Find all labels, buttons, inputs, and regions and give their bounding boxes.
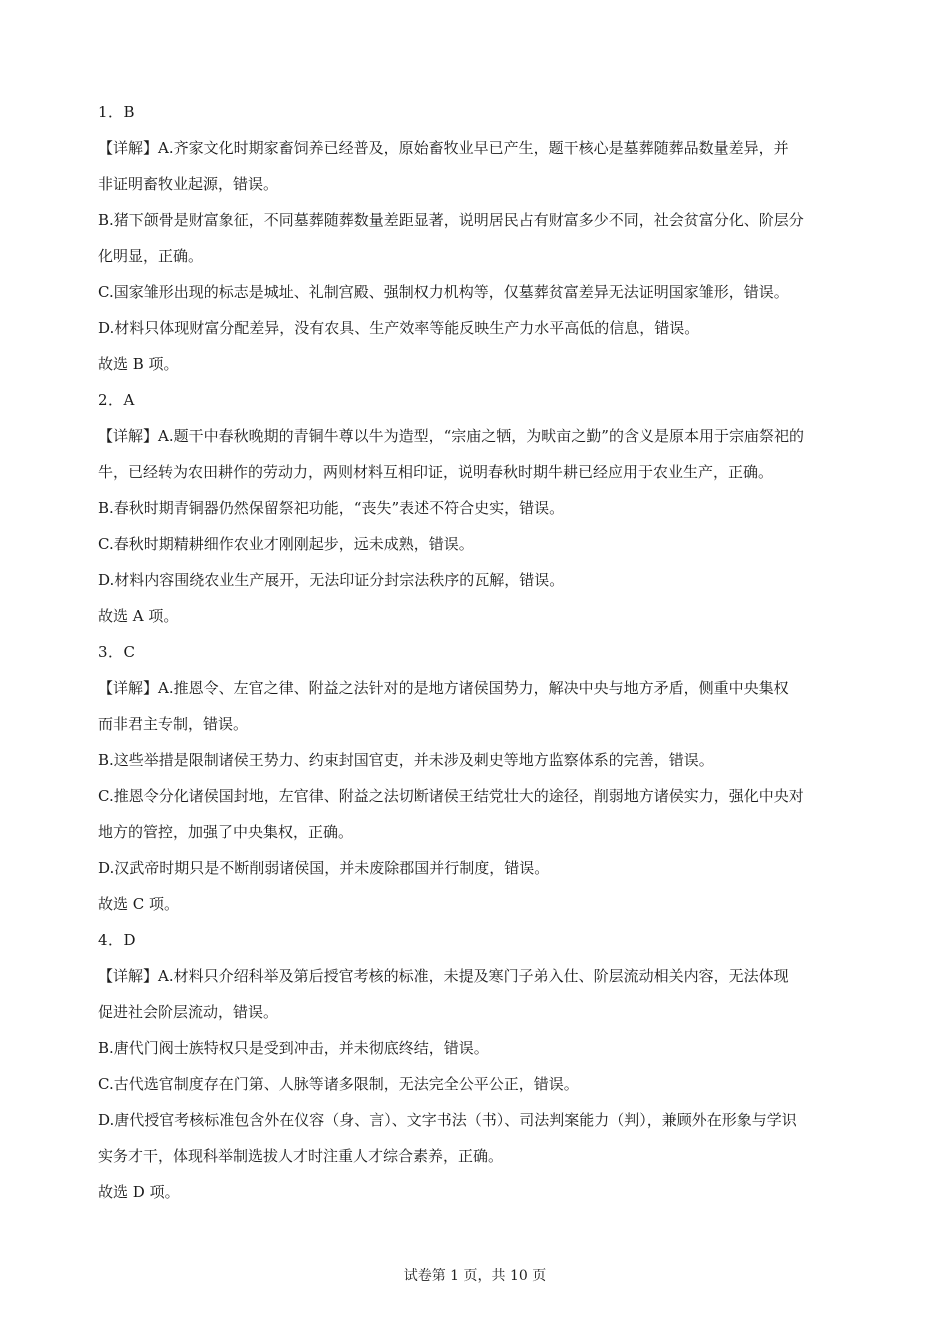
option-b-explanation: B.猪下颌骨是财富象征，不同墓葬随葬数量差距显著，说明居民占有财富多少不同，社会贫富分化、阶层分 <box>98 211 804 229</box>
option-d-explanation: D.材料只体现财富分配差异，没有农具、生产效率等能反映生产力水平高低的信息，错误。 <box>98 319 700 337</box>
option-d-explanation: D.唐代授官考核标准包含外在仪容（身、言）、文字书法（书）、司法判案能力（判），兼顾外在形象与学识 <box>98 1111 797 1129</box>
page-footer: 试卷第 1 页，共 10 页 <box>403 1268 547 1284</box>
question-block-4 <box>98 922 858 1210</box>
question-block-2 <box>98 382 858 634</box>
explanation-line: 而非君主专制，错误。 <box>98 715 249 733</box>
explanation-line: 非证明畜牧业起源，错误。 <box>98 175 279 193</box>
question-number: 4．D <box>98 931 137 949</box>
option-c-explanation: C.古代选官制度存在门第、人脉等诸多限制，无法完全公平公正，错误。 <box>98 1075 579 1093</box>
answer-conclusion: 故选 B 项。 <box>98 355 179 373</box>
option-b-explanation: B.这些举措是限制诸侯王势力、约束封国官吏，并未涉及刺史等地方监察体系的完善，错误。 <box>98 751 714 769</box>
answer-conclusion: 故选 A 项。 <box>98 607 179 625</box>
question-number: 2．A <box>98 391 135 409</box>
question-block-1 <box>98 94 858 382</box>
answer-content <box>98 94 858 1210</box>
explanation-line: 【详解】A.材料只介绍科举及第后授官考核的标准，未提及寒门子弟入仕、阶层流动相关内容，无法体现 <box>98 967 789 985</box>
explanation-line: 化明显，正确。 <box>98 247 204 265</box>
answer-conclusion: 故选 D 项。 <box>98 1183 180 1201</box>
explanation-line: 促进社会阶层流动，错误。 <box>98 1003 279 1021</box>
question-number: 3．C <box>98 643 136 661</box>
explanation-line: 【详解】A.推恩令、左官之律、附益之法针对的是地方诸侯国势力，解决中央与地方矛盾，侧重中央集权 <box>98 679 789 697</box>
explanation-line: 地方的管控，加强了中央集权，正确。 <box>98 823 354 841</box>
option-c-explanation: C.春秋时期精耕细作农业才刚刚起步，远未成熟，错误。 <box>98 535 474 553</box>
option-d-explanation: D.汉武帝时期只是不断削弱诸侯国，并未废除郡国并行制度，错误。 <box>98 859 550 877</box>
answer-conclusion: 故选 C 项。 <box>98 895 180 913</box>
option-c-explanation: C.推恩令分化诸侯国封地，左官律、附益之法切断诸侯王结党壮大的途径，削弱地方诸侯实力，强化中央对 <box>98 787 804 805</box>
option-b-explanation: B.唐代门阀士族特权只是受到冲击，并未彻底终结，错误。 <box>98 1039 489 1057</box>
question-block-3 <box>98 634 858 922</box>
explanation-line: 牛，已经转为农田耕作的劳动力，两则材料互相印证，说明春秋时期牛耕已经应用于农业生产，正确。 <box>98 463 774 481</box>
explanation-line: 实务才干，体现科举制选拔人才时注重人才综合素养，正确。 <box>98 1147 504 1165</box>
option-c-explanation: C.国家雏形出现的标志是城址、礼制宫殿、强制权力机构等，仅墓葬贫富差异无法证明国家雏形，错误。 <box>98 283 789 301</box>
option-d-explanation: D.材料内容围绕农业生产展开，无法印证分封宗法秩序的瓦解，错误。 <box>98 571 565 589</box>
question-number: 1．B <box>98 103 136 121</box>
explanation-line: 【详解】A.题干中春秋晚期的青铜牛尊以牛为造型，“宗庙之牺，为畎亩之勤”的含义是原本用于宗庙祭祀的 <box>98 427 804 445</box>
option-b-explanation: B.春秋时期青铜器仍然保留祭祀功能，“丧失”表述不符合史实，错误。 <box>98 499 565 517</box>
explanation-line: 【详解】A.齐家文化时期家畜饲养已经普及，原始畜牧业早已产生，题干核心是墓葬随葬品数量差异，并 <box>98 139 789 157</box>
